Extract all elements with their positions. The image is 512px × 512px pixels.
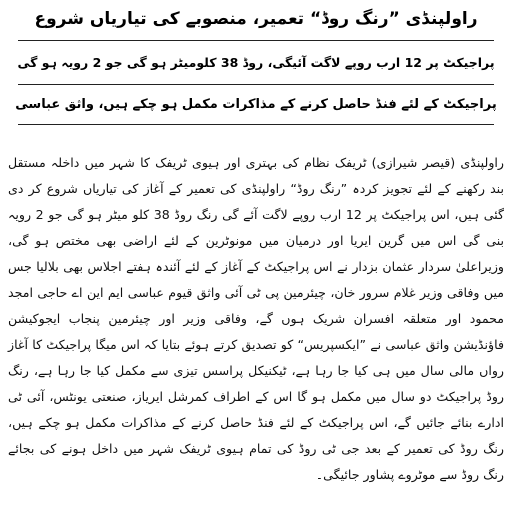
article-body: راولپنڈی (قیصر شیرازی) ٹریفک نظام کی بہتری اور ہیوی ٹریفک کا شہر میں داخلہ مستقل بند رکھنے کے لئے تجویز کردہ ”رنگ روڈ“ راولپنڈی کی تعمیر کے آغاز کی تیاریاں شروع کر دی گئی ہیں، اس پراجیکٹ پر 12 ارب روپے لاگت آئے گی رنگ روڈ 38 کلو میٹر ہو گی جو 2 رویہ بنی گی اس میں گرین ایریا اور درمیان میں مونوٹرین کے لئے اراضی بھی مختص ہو گی، وزیراعلیٰ سردار عثمان بزدار نے اس پراجیکٹ کے آغاز کے لئے آئندہ ہفتے اجلاس بھی بلالیا جس میں وفاقی وزیر غلام سرور خان، چیئرمین پی ٹی آئی واثق قیوم عباسی ایم این اے حاجی امجد محمود اور متعلقہ افسران شریک ہوں گے، وفاقی وزیر اور چیئرمین پنجاب ایجوکیشن فاؤنڈیشن واثق عباسی نے ”ایکسپریس“ کو تصدیق کرتے ہوئے بتایا کہ اس میگا پراجیکٹ کا آغاز رواں مالی سال میں ہی کیا جا رہا ہے، ٹیکنیکل پراسس تیزی سے مکمل کیا جا رہا ہے، رنگ روڈ پراجیکٹ دو سال میں مکمل ہو گا اس کے اطراف کمرشل ایریاز، صنعتی یونٹس، آئی ٹی ادارے بنائے جائیں گے، اس پراجیکٹ کے لئے فنڈ حاصل کرنے کے مذاکرات مکمل ہو چکے ہیں، رنگ روڈ کی تعمیر کے بعد جی ٹی روڈ کی تمام ہیوی ٹریفک شہر میں داخل ہونے کی بجائے رنگ روڈ سے موٹروے پشاور جائیگی۔	[8, 155, 505, 482]
divider	[18, 40, 494, 41]
headline-main: راولپنڈی ”رنگ روڈ“ تعمیر، منصوبے کی تیاریاں شروع	[34, 9, 478, 29]
headline-sub-1: پراجیکٹ پر 12 ارب روپے لاگت آئیگی، روڈ 38 کلومیٹر ہو گی جو 2 رویہ ہو گی	[17, 55, 495, 70]
headline-sub-2: پراجیکٹ کے لئے فنڈ حاصل کرنے کے مذاکرات مکمل ہو چکے ہیں، واثق عباسی	[15, 97, 497, 112]
divider	[18, 84, 494, 85]
divider	[18, 124, 494, 125]
